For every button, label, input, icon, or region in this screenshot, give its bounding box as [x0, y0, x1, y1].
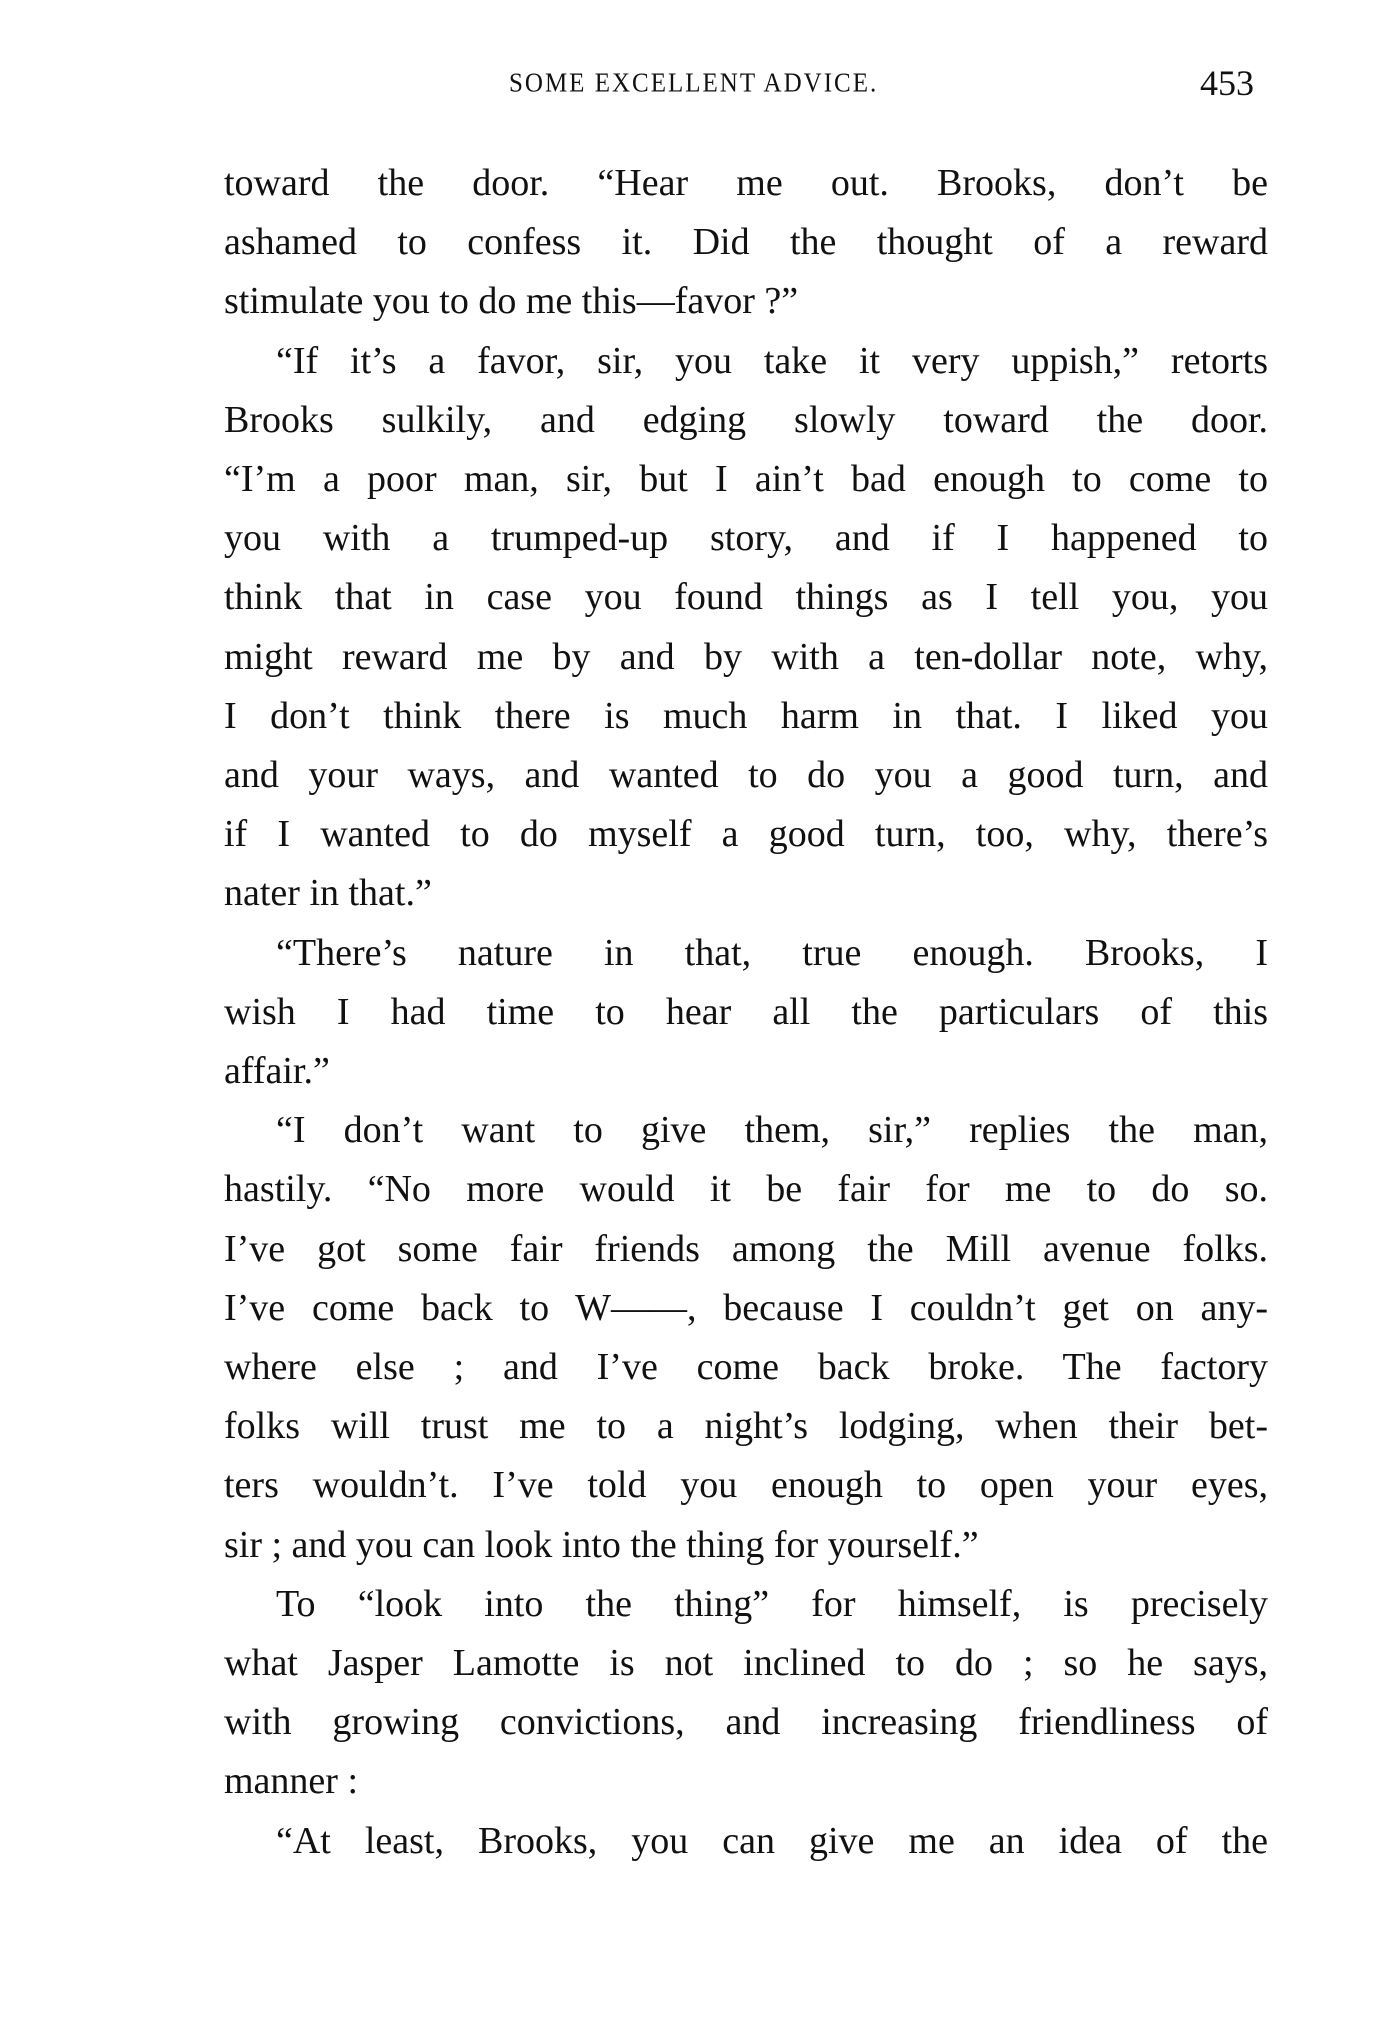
text-line: I’ve come back to W——, because I couldn’t get on any- — [224, 1286, 1268, 1329]
text-line: and your ways, and wanted to do you a good turn, and — [224, 754, 1268, 796]
text-line: Brooks sulkily, and edging slowly toward the door. — [224, 398, 1268, 441]
text-line: “There’s nature in that, true enough. Brooks, I — [276, 931, 1268, 974]
text-line: affair.” — [224, 1050, 330, 1092]
text-line: manner : — [224, 1760, 359, 1803]
text-line: think that in case you found things as I tell you, you — [224, 576, 1268, 619]
text-line: toward the door. “Hear me out. Brooks, don’t be — [224, 162, 1268, 204]
text-line: folks will trust me to a night’s lodging, when their bet- — [224, 1405, 1268, 1448]
text-line: if I wanted to do myself a good turn, too, why, there’s — [224, 813, 1268, 856]
text-line: with growing convictions, and increasing friendliness of — [224, 1701, 1268, 1744]
text-line: I don’t think there is much harm in that. I liked you — [224, 694, 1268, 737]
text-line: what Jasper Lamotte is not inclined to do ; so he says, — [224, 1642, 1268, 1684]
text-line: you with a trumped-up story, and if I happened to — [224, 517, 1268, 560]
page-number: 453 — [1200, 63, 1254, 103]
text-line: sir ; and you can look into the thing for yourself.” — [224, 1523, 979, 1566]
text-line: “If it’s a favor, sir, you take it very uppish,” retorts — [276, 339, 1268, 382]
text-line: I’ve got some fair friends among the Mill avenue folks. — [224, 1227, 1268, 1270]
text-line: To “look into the thing” for himself, is precisely — [276, 1582, 1268, 1625]
text-line: wish I had time to hear all the particulars of this — [224, 990, 1268, 1033]
running-head-title: SOME EXCELLENT ADVICE. — [509, 68, 879, 99]
text-line: “I don’t want to give them, sir,” replies the man, — [276, 1109, 1268, 1152]
text-line: ashamed to confess it. Did the thought of a reward — [224, 221, 1268, 264]
text-line: stimulate you to do me this—favor ?” — [224, 280, 799, 323]
text-line: hastily. “No more would it be fair for me to do so. — [224, 1168, 1268, 1211]
text-line: ters wouldn’t. I’ve told you enough to open your eyes, — [224, 1464, 1268, 1507]
text-line: “At least, Brooks, you can give me an idea of the — [276, 1819, 1268, 1862]
text-line: nater in that.” — [224, 872, 432, 915]
text-line: “I’m a poor man, sir, but I ain’t bad enough to come to — [224, 458, 1268, 500]
text-line: might reward me by and by with a ten-dollar note, why, — [224, 635, 1268, 678]
text-line: where else ; and I’ve come back broke. The factory — [224, 1346, 1268, 1388]
